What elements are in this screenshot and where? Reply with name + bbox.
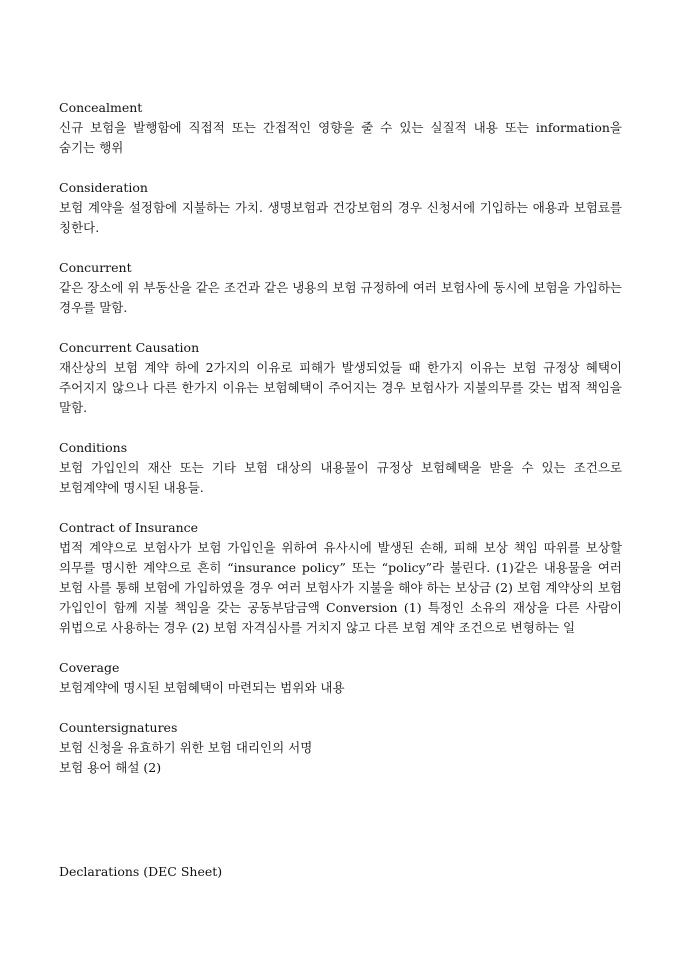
term-heading: Concurrent [59, 260, 132, 275]
term-heading: Consideration [59, 180, 148, 195]
term-heading: Contract of Insurance [59, 520, 199, 535]
glossary-entry-concurrent-causation [59, 338, 622, 418]
term-definition: 보험 신청을 유효하기 위한 보험 대리인의 서명 [59, 740, 313, 755]
term-heading: Concurrent Causation [59, 340, 200, 355]
glossary-entry-concurrent [59, 258, 622, 318]
glossary-entry-conditions [59, 438, 622, 498]
term-definition: 신규 보험을 발행함에 직접적 또는 간접적인 영향을 줄 수 있는 실질적 내용 또는 information을 숨기는 행위 [59, 120, 622, 155]
glossary-entry-consideration [59, 178, 622, 238]
term-definition: 재산상의 보험 계약 하에 2가지의 이유로 피해가 발생되었들 때 한가지 이유는 보험 규정상 혜택이 주어지지 않으나 다른 한가지 이유는 보험혜택이 주어지는 경우 보험사가 지불의무를 갖는 법적 책임을 말함. [59, 360, 622, 415]
glossary-entry-coverage [59, 658, 622, 698]
glossary [59, 98, 622, 798]
term-definition: 같은 장소에 위 부동산을 같은 조건과 같은 냉용의 보험 규정하에 여러 보험사에 동시에 보험을 가입하는 경우를 말함. [59, 280, 622, 315]
term-heading-declarations: Declarations (DEC Sheet) [59, 864, 223, 879]
glossary-entry-contract-of-insurance [59, 518, 622, 638]
term-definition: 법적 계약으로 보험사가 보험 가입인을 위하여 유사시에 발생된 손해, 피해 보상 책임 따위를 보상할 의무를 명시한 계약으로 흔히 “insurance policy” 또는 “policy”라 불린다. (1)같은 내용물을 여러 보험 사를 통해 보험에 가입하였을 경우 여러 보험사가 지불을 해야 하는 보상금 (2) 보험 계약상의 보험 가입인이 함께 지불 책임을 갖는 공동부담금액 Conversion (1) 특정인 소유의 재상을 다른 사람이 위법으로 사용하는 경우 (2) 보험 자격심사를 거치지 않고 다른 보험 계약 조건으로 변형하는 일 [59, 540, 622, 635]
term-heading: Coverage [59, 660, 120, 675]
glossary-entry-concealment [59, 98, 622, 158]
term-definition: 보험 가입인의 재산 또는 기타 보험 대상의 내용물이 규정상 보험혜택을 받을 수 있는 조건으로 보험계약에 명시된 내용들. [59, 460, 622, 495]
term-heading: Concealment [59, 100, 143, 115]
section-subtitle: 보험 용어 해설 (2) [59, 760, 162, 775]
glossary-entry-countersignatures [59, 718, 622, 778]
term-heading: Conditions [59, 440, 128, 455]
term-heading: Countersignatures [59, 720, 178, 735]
term-definition: 보험 계약을 설정함에 지불하는 가치. 생명보험과 건강보험의 경우 신청서에 기입하는 애용과 보험료를 칭한다. [59, 200, 622, 235]
term-definition: 보험계약에 명시된 보험혜택이 마련되는 범위와 내용 [59, 680, 345, 695]
